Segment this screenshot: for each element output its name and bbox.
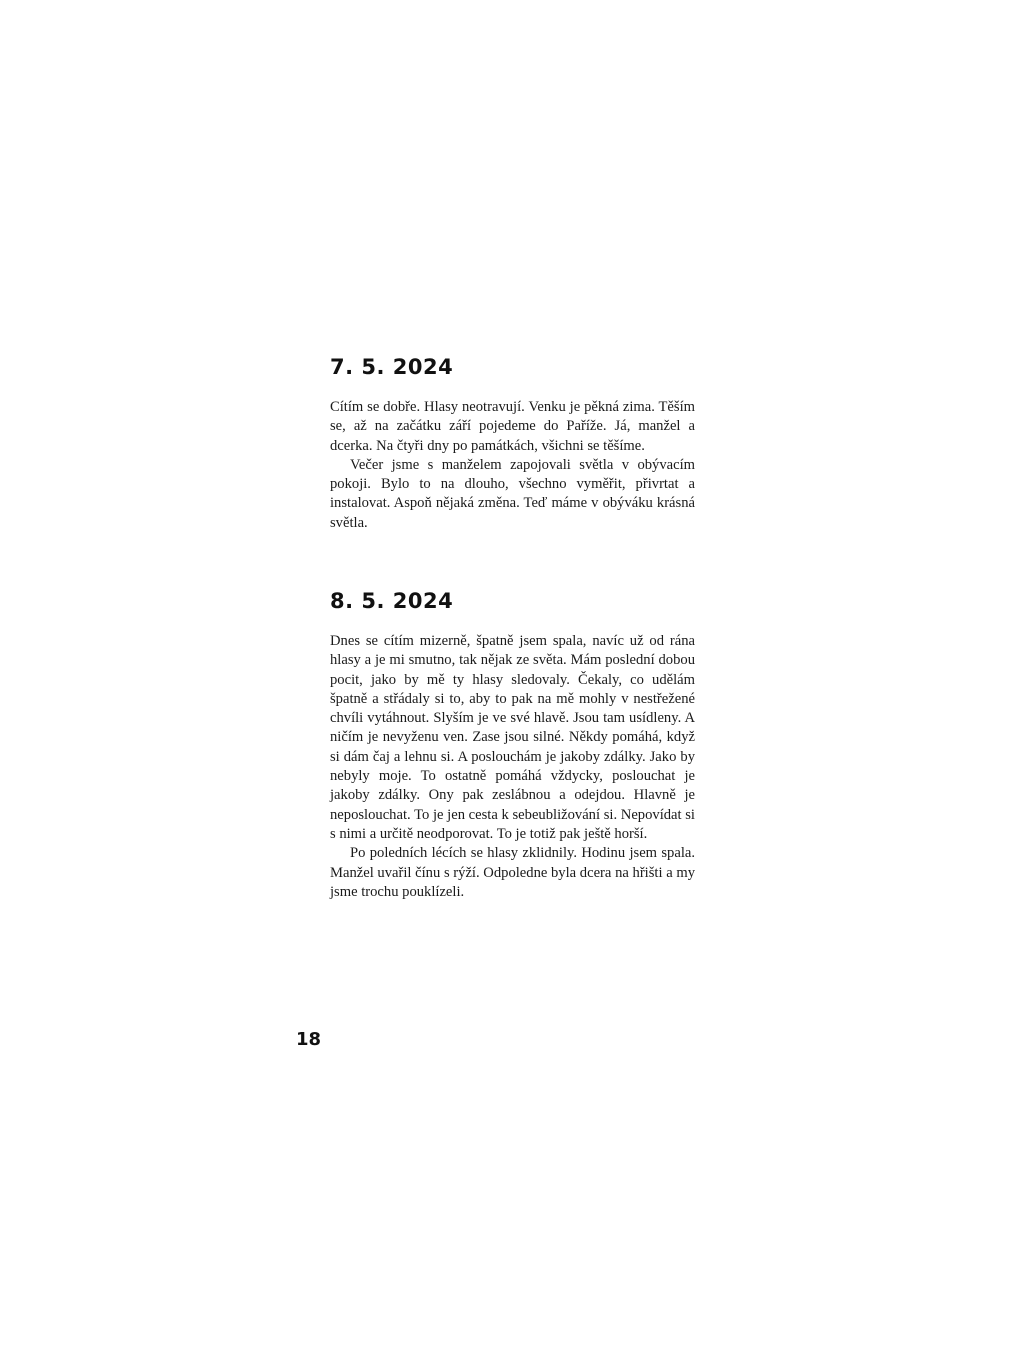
entry-body [330, 632, 695, 902]
entry-date-heading: 7. 5. 2024 [330, 355, 454, 379]
page-number: 18 [296, 1029, 322, 1050]
entry-body [330, 398, 695, 533]
diary-entry [330, 586, 695, 902]
entry-paragraph: Večer jsme s manželem zapojovali světla v obývacím pokoji. Bylo to na dlouho, všechno vyměřit, přivrtat a instalovat. Aspoň nějaká změna. Teď máme v obýváku krásná světla. [330, 456, 695, 531]
entry-paragraph: Dnes se cítím mizerně, špatně jsem spala, navíc už od rána hlasy a je mi smutno, tak nějak ze světa. Mám poslední dobou pocit, jako by mě ty hlasy sledovaly. Čekaly, co udělám špatně a střádaly si to, aby to pak na mě mohly v nestřežené chvíli vytáhnout. Slyším je ve své hlavě. Jsou tam usídleny. A ničím je nevyženu ven. Zase jsou silné. Někdy pomáhá, když si dám čaj a lehnu si. A poslouchám je jakoby zdálky. Jako by nebyly moje. To ostatně pomáhá vždycky, poslouchat je jakoby zdálky. Ony pak zeslábnou a odejdou. Hlavně je neposlouchat. To je jen cesta k sebeubližování si. Nepovídat si s nimi a určitě neodporovat. To je totiž pak ještě horší. [330, 633, 695, 842]
diary-entry [330, 352, 695, 533]
entry-paragraph: Po poledních lécích se hlasy zklidnily. Hodinu jsem spala. Manžel uvařil čínu s rýží. Odpoledne byla dcera na hřišti a my jsme trochu pouklízeli. [330, 845, 695, 900]
entry-date-heading: 8. 5. 2024 [330, 589, 454, 613]
entry-paragraph: Cítím se dobře. Hlasy neotravují. Venku je pěkná zima. Těším se, až na začátku září pojedeme do Paříže. Já, manžel a dcerka. Na čtyři dny po památkách, všichni se těšíme. [330, 399, 695, 454]
